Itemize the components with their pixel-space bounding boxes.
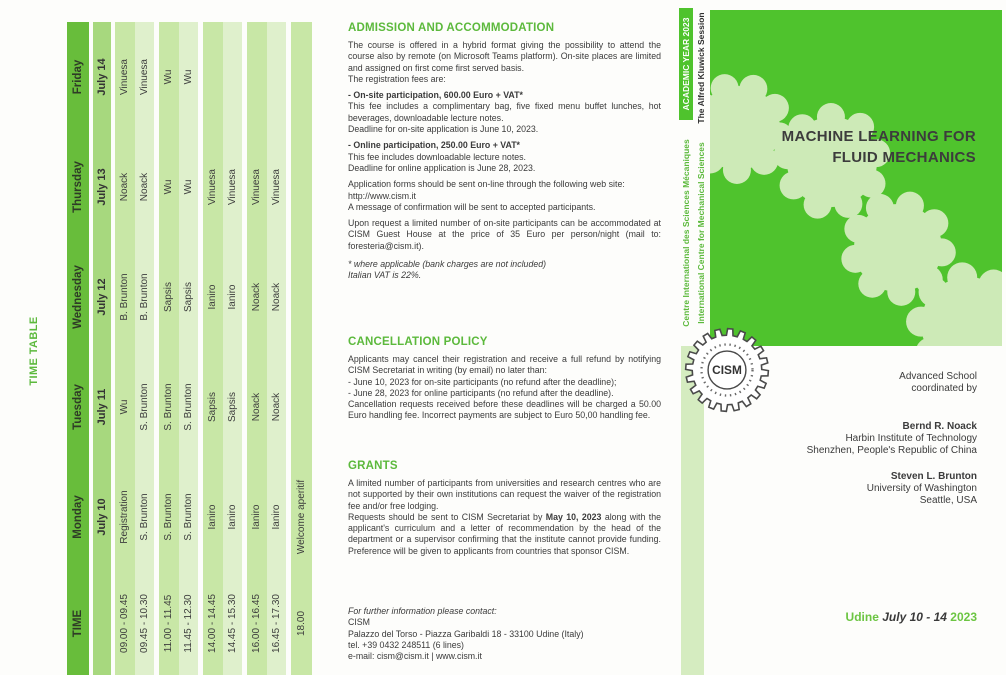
timetable-cell: Wu <box>159 22 179 132</box>
grants-deadline: May 10, 2023 <box>545 511 602 522</box>
academic-year-label <box>679 8 693 120</box>
footer-year: 2023 <box>950 610 977 624</box>
timetable-cell <box>247 22 267 132</box>
timetable-cell: July 10 <box>93 462 111 572</box>
timetable-cell: 14.00 - 14.45 <box>203 572 223 675</box>
guesthouse-note: Upon request a limited number of on-site participants can be accommodated at CISM Guest House at the price of 35 Euro per person/night (mail to: foresteria@cism.it). <box>348 218 661 251</box>
coordinator-2-location: Seattle, USA <box>919 495 977 506</box>
timetable-cell: S. Brunton <box>135 352 155 462</box>
footer-dates: July 10 - 14 <box>882 610 947 624</box>
timetable-cell: S. Brunton <box>179 352 199 462</box>
timetable-cell: S. Brunton <box>135 462 155 572</box>
timetable-cell <box>203 22 223 132</box>
footer-city: Udine <box>845 610 879 624</box>
timetable-row <box>247 22 267 675</box>
centre-english-text: International Centre for Mechanical Sciences <box>696 142 706 324</box>
timetable-cell: Registration <box>115 462 135 572</box>
timetable-cell: Wu <box>159 132 179 242</box>
academic-year-text: ACADEMIC YEAR 2023 <box>681 17 691 111</box>
cover-green-panel <box>710 10 1002 346</box>
timetable-cell: Ianiro <box>267 462 287 572</box>
timetable-cell <box>291 242 312 352</box>
timetable-cell: Wu <box>179 22 199 132</box>
timetable-cell <box>291 352 312 462</box>
timetable-cell: July 12 <box>93 242 111 352</box>
timetable-cell: S. Brunton <box>159 462 179 572</box>
grants-p2 <box>348 512 661 557</box>
timetable-cell: 09.45 - 10.30 <box>135 572 155 675</box>
timetable-cell <box>93 572 111 675</box>
cover-footer <box>846 610 977 624</box>
section-admission <box>348 22 661 282</box>
contact-intro: For further information please contact: <box>348 606 497 616</box>
grants-p2-after: along with the applicant's curriculum and a letter of recommendation by the head of the department or a supervisor confirming that the institute cannot provide funding. Preference will be given to applicants from countries that sponsor CISM. <box>348 511 661 556</box>
timetable-cell: S. Brunton <box>159 352 179 462</box>
fee-online-title: - Online participation, 250.00 Euro + VAT* <box>348 140 520 151</box>
coordinators-block <box>717 371 977 507</box>
section-cancellation <box>348 336 661 422</box>
timetable-cell: Ianiro <box>203 242 223 352</box>
centre-french-label <box>679 124 693 342</box>
timetable-cell: Ianiro <box>223 242 243 352</box>
timetable-cell: 18.00 <box>291 572 312 675</box>
contact-email: e-mail: cism@cism.it | www.cism.it <box>348 651 482 662</box>
cancellation-li1: - June 10, 2023 for on-site participants (no refund after the deadline); <box>348 376 617 387</box>
timetable-cell: Vinuesa <box>115 22 135 132</box>
timetable <box>67 22 312 675</box>
timetable-cell: Wednesday <box>67 242 89 352</box>
timetable-cell: Tuesday <box>67 352 89 462</box>
timetable-cell: July 11 <box>93 352 111 462</box>
grants-p1: A limited number of participants from universities and research centres who are not supported by their own institutions can request the waiver of the registration fee and/or free lodging. <box>348 478 661 511</box>
coordinator-1 <box>717 421 977 457</box>
timetable-cell: Noack <box>247 352 267 462</box>
application-info: Application forms should be sent on-line through the following web site: <box>348 179 625 190</box>
timetable-cell: S. Brunton <box>179 462 199 572</box>
school-line1: Advanced School <box>899 371 977 382</box>
grants-heading: GRANTS <box>348 460 398 472</box>
fee-onsite-deadline: Deadline for on-site application is June 10, 2023. <box>348 124 539 135</box>
timetable-row <box>291 22 312 675</box>
timetable-cell: 16.45 - 17.30 <box>267 572 287 675</box>
centre-french-text: Centre International des Sciences Mécaniques <box>681 139 691 327</box>
admission-fees-intro: The registration fees are: <box>348 73 446 84</box>
contact-phone: tel. +39 0432 248511 (6 lines) <box>348 639 464 650</box>
timetable-cell: Sapsis <box>223 352 243 462</box>
timetable-row <box>135 22 155 675</box>
timetable-cell <box>291 22 312 132</box>
timetable-cell: Noack <box>115 132 135 242</box>
coordinator-2 <box>717 471 977 507</box>
timetable-row <box>67 22 89 675</box>
timetable-cell <box>291 132 312 242</box>
timetable-cell: Ianiro <box>203 462 223 572</box>
timetable-cell: TIME <box>67 572 89 675</box>
timetable-cell: B. Brunton <box>115 242 135 352</box>
timetable-cell: Wu <box>179 132 199 242</box>
timetable-cell: Noack <box>247 242 267 352</box>
section-contact <box>348 606 661 662</box>
timetable-row <box>93 22 111 675</box>
timetable-cell: 09.00 - 09.45 <box>115 572 135 675</box>
vat-note-2: Italian VAT is 22%. <box>348 270 422 281</box>
timetable-cell: Ianiro <box>247 462 267 572</box>
course-title-line2: FLUID MECHANICS <box>832 149 976 166</box>
grants-p2-before: Requests should be sent to CISM Secretariat by <box>348 511 546 522</box>
timetable-cell: Vinuesa <box>135 22 155 132</box>
contact-address: Palazzo del Torso - Piazza Garibaldi 18 - 33100 Udine (Italy) <box>348 628 584 639</box>
cancellation-heading: CANCELLATION POLICY <box>348 336 488 348</box>
timetable-grid <box>67 22 312 675</box>
timetable-row <box>223 22 243 675</box>
confirmation-note: A message of confirmation will be sent to accepted participants. <box>348 201 596 212</box>
timetable-title-text: TIME TABLE <box>28 316 40 386</box>
timetable-cell <box>267 22 287 132</box>
cancellation-li2: - June 28, 2023 for online participants (no refund after the deadline). <box>348 387 614 398</box>
timetable-cell: Noack <box>135 132 155 242</box>
timetable-cell: Vinuesa <box>223 132 243 242</box>
timetable-cell: Vinuesa <box>247 132 267 242</box>
gear-cascade-graphic <box>710 10 1002 346</box>
timetable-row <box>115 22 135 675</box>
timetable-row <box>203 22 223 675</box>
session-text: The Alfred Kluwick Session <box>696 12 706 124</box>
contact-name: CISM <box>348 617 370 628</box>
timetable-cell: Vinuesa <box>203 132 223 242</box>
timetable-row <box>267 22 287 675</box>
timetable-row <box>159 22 179 675</box>
school-line2: coordinated by <box>911 383 977 394</box>
timetable-cell: Sapsis <box>179 242 199 352</box>
centre-english-label <box>694 124 708 342</box>
timetable-cell: Sapsis <box>159 242 179 352</box>
timetable-cell: Noack <box>267 242 287 352</box>
section-grants <box>348 460 661 557</box>
coordinator-1-affiliation: Harbin Institute of Technology <box>845 433 977 444</box>
coordinator-2-affiliation: University of Washington <box>866 483 977 494</box>
timetable-cell: Ianiro <box>223 462 243 572</box>
timetable-cell: Welcome aperitif <box>291 462 312 572</box>
timetable-row <box>179 22 199 675</box>
vat-note-1: * where applicable (bank charges are not included) <box>348 259 547 270</box>
timetable-cell: Wu <box>115 352 135 462</box>
cancellation-p2: Cancellation requests received before these deadlines will be charged a 50.00 Euro handling fee. Incorrect payments are subject to Euro 50,00 handling fee. <box>348 399 661 421</box>
fee-online-deadline: Deadline for online application is June 28, 2023. <box>348 162 536 173</box>
timetable-cell <box>223 22 243 132</box>
timetable-cell: July 13 <box>93 132 111 242</box>
timetable-cell: Thursday <box>67 132 89 242</box>
timetable-cell: 14.45 - 15.30 <box>223 572 243 675</box>
fee-onsite-title: - On-site participation, 600.00 Euro + VAT* <box>348 90 523 101</box>
session-label <box>694 8 708 128</box>
coordinator-1-location: Shenzhen, People's Republic of China <box>806 445 977 456</box>
timetable-cell: Vinuesa <box>267 132 287 242</box>
timetable-cell: 11.45 - 12.30 <box>179 572 199 675</box>
timetable-title <box>25 312 43 390</box>
application-url: http://www.cism.it <box>348 190 416 201</box>
timetable-cell: 11.00 - 11.45 <box>159 572 179 675</box>
timetable-cell: Monday <box>67 462 89 572</box>
cancellation-p1: Applicants may cancel their registration and receive a full refund by notifying CISM Secretariat in writing (by email) no later than: <box>348 354 661 376</box>
timetable-cell: Sapsis <box>203 352 223 462</box>
timetable-cell: Friday <box>67 22 89 132</box>
course-title <box>782 126 976 168</box>
logo-text: CISM <box>712 362 742 377</box>
info-column <box>348 22 661 675</box>
fee-online-body: This fee includes downloadable lecture notes. <box>348 151 527 162</box>
timetable-cell: July 14 <box>93 22 111 132</box>
admission-p1: The course is offered in a hybrid format giving the possibility to attend the course also by remote (on Microsoft Teams platform). On-site places are limited and assigned on first come first served basis. <box>348 40 661 73</box>
timetable-cell: Noack <box>267 352 287 462</box>
coordinator-1-name: Bernd R. Noack <box>902 421 977 432</box>
course-title-line1: MACHINE LEARNING FOR <box>781 128 976 145</box>
fee-onsite-body: This fee includes a complimentary bag, five fixed menu buffet lunches, hot beverages, downloadable lecture notes. <box>348 101 661 123</box>
timetable-cell: B. Brunton <box>135 242 155 352</box>
admission-heading: ADMISSION AND ACCOMMODATION <box>348 22 555 34</box>
timetable-cell: 16.00 - 16.45 <box>247 572 267 675</box>
coordinator-2-name: Steven L. Brunton <box>890 471 977 482</box>
